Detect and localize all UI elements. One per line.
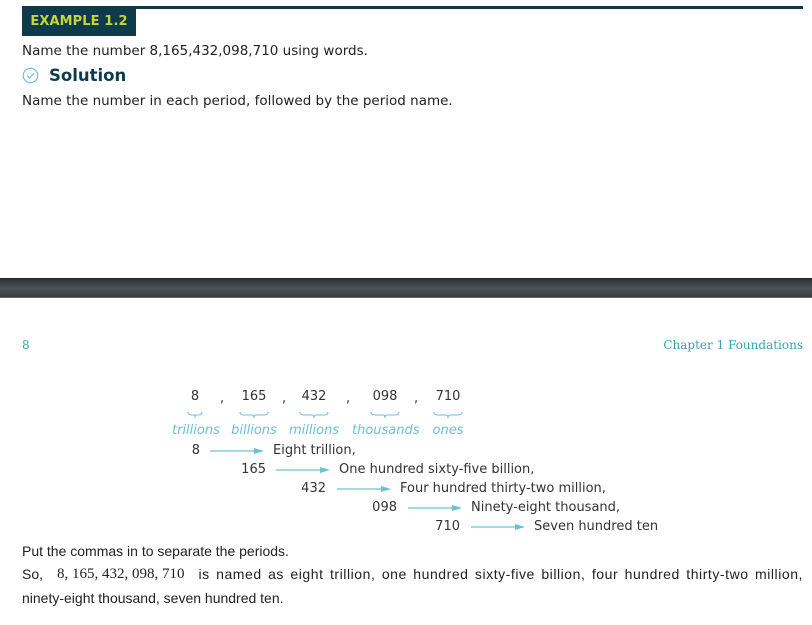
mapping-words: Four hundred thirty-two million, — [400, 481, 606, 496]
period-comma: , — [220, 391, 225, 406]
brace-icon — [352, 411, 418, 419]
arrow-right-icon — [337, 485, 392, 493]
example-top-rule — [22, 6, 803, 9]
mapping-words: Seven hundred ten — [534, 519, 659, 534]
period-group — [289, 389, 339, 438]
arrow-right-icon — [408, 504, 463, 512]
period-name: trillions — [172, 423, 220, 438]
conclusion-line-3: ninety-eight thousand, seven hundred ten. — [22, 590, 284, 606]
mapping-digits: 432 — [301, 481, 326, 496]
arrow-right-icon — [276, 466, 331, 474]
page-number: 8 — [22, 338, 30, 352]
period-comma: , — [414, 391, 419, 406]
conclusion-line-1: Put the commas in to separate the periods. — [22, 543, 289, 559]
period-digits: 432 — [301, 389, 327, 404]
period-digits: 710 — [435, 389, 461, 404]
check-circle-icon — [22, 67, 39, 84]
period-digits: 098 — [372, 389, 398, 404]
running-head: Chapter 1 Foundations — [663, 338, 803, 352]
page-break-bar — [0, 278, 812, 298]
arrow-right-icon — [210, 447, 265, 455]
period-name: billions — [231, 423, 277, 438]
period-group — [428, 389, 468, 438]
solution-heading — [22, 66, 126, 85]
conclusion-prefix: So, — [22, 566, 44, 582]
example-prompt: Name the number 8,165,432,098,710 using words. — [22, 43, 368, 59]
arrow-right-icon — [471, 523, 526, 531]
brace-icon — [230, 411, 278, 419]
mapping-words: One hundred sixty-five billion, — [339, 462, 535, 477]
mapping-words: Ninety-eight thousand, — [471, 500, 621, 515]
mapping-digits: 8 — [191, 443, 200, 458]
mapping-digits: 710 — [435, 519, 460, 534]
period-comma: , — [282, 391, 287, 406]
period-digits: 8 — [190, 389, 200, 404]
period-name: millions — [289, 423, 340, 438]
mapping-digits: 098 — [372, 500, 397, 515]
conclusion-number: 8, 165, 432, 098, 710 — [56, 566, 185, 582]
period-name: thousands — [352, 423, 420, 438]
period-comma: , — [346, 391, 351, 406]
brace-icon — [172, 411, 218, 419]
period-group — [172, 389, 218, 438]
period-group — [352, 389, 418, 438]
period-digits: 165 — [241, 389, 267, 404]
conclusion-line-2 — [22, 566, 803, 583]
solution-instruction: Name the number in each period, followed by the period name. — [22, 93, 453, 109]
brace-icon — [428, 411, 468, 419]
period-name: ones — [432, 423, 464, 438]
example-badge — [22, 7, 136, 36]
mapping-digits: 165 — [241, 462, 266, 477]
example-badge-label: EXAMPLE 1.2 — [30, 14, 128, 29]
mapping-words: Eight trillion, — [273, 443, 356, 458]
solution-label: Solution — [49, 66, 127, 85]
conclusion-rest: is named as eight trillion, one hundred sixty-five billion, four hundred thirty-two million, — [198, 566, 803, 582]
period-group — [230, 389, 278, 438]
brace-icon — [289, 411, 339, 419]
